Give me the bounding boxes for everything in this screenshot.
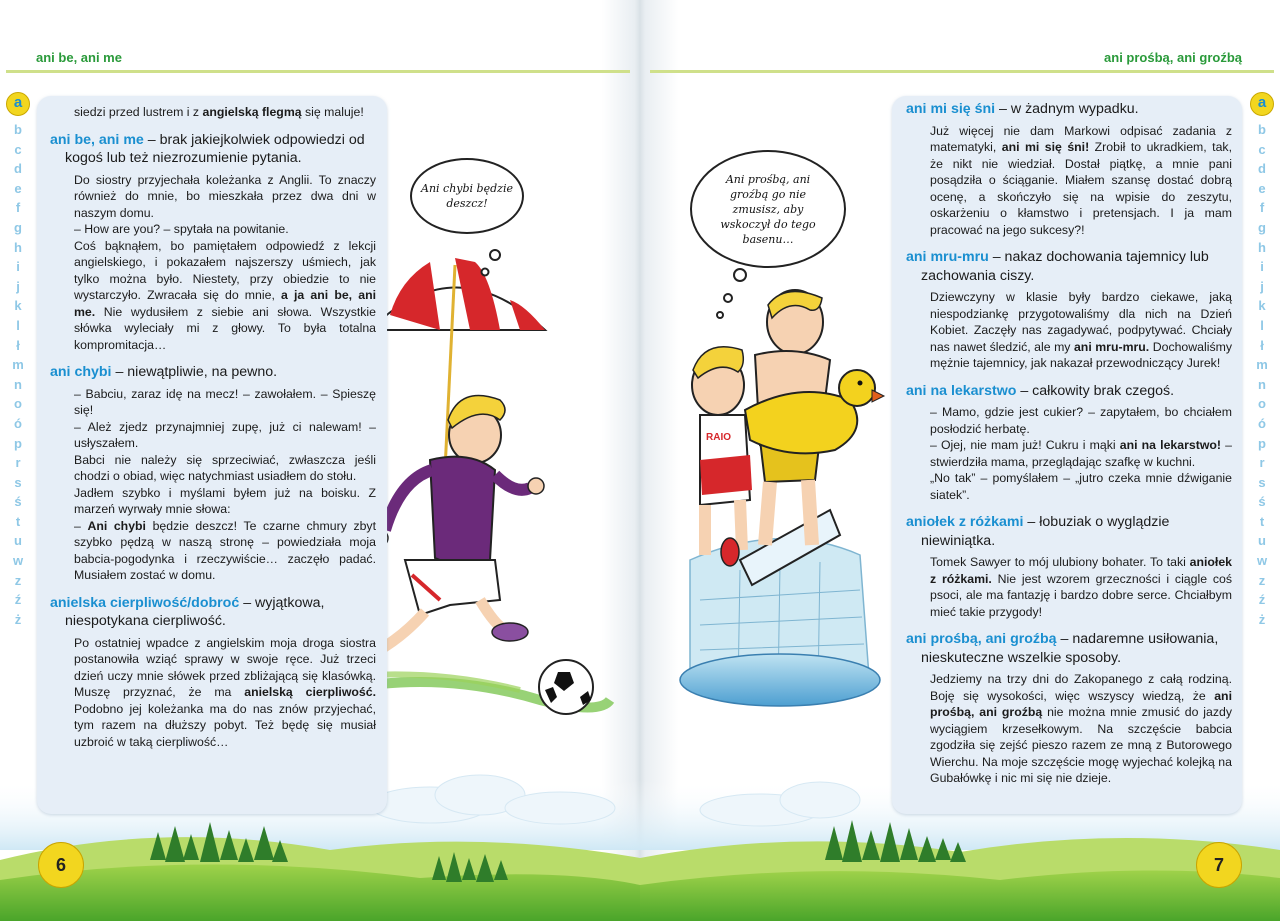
- entry-definition: ani prośbą, ani groźbą – nadaremne usiłowania, nieskuteczne wszelkie sposoby.: [906, 631, 1219, 666]
- entry-term: aniołek z różkami: [906, 514, 1024, 530]
- alphabet-letter: o: [14, 396, 22, 412]
- entry-term: ani prośbą, ani groźbą: [906, 631, 1057, 647]
- alphabet-letter: z: [14, 572, 22, 588]
- alphabet-index-right: [1250, 92, 1274, 629]
- alphabet-letter: g: [1258, 219, 1266, 235]
- alphabet-letter: r: [15, 455, 21, 471]
- page-number-right: 7: [1196, 842, 1242, 888]
- entry-definition: ani be, ani me – brak jakiejkolwiek odpowiedzi od kogoś lub też niezrozumienie pytania.: [50, 131, 365, 166]
- alphabet-letter: ż: [1258, 611, 1266, 627]
- alphabet-letter: k: [1258, 298, 1266, 314]
- alphabet-letter: h: [14, 239, 22, 255]
- thought-bubble-left: Ani chybi będzie deszcz!: [410, 158, 524, 234]
- entry-example: – Mamo, gdzie jest cukier? – zapytałem, bo chciałem posłodzić herbatę. – Ojej, nie mam już! Cukru i mąki ani na lekarstwo! – stwierdziła mama, przeglądając szafkę w kuchni. „No tak” – pomyślałem – „jutro czeka mnie dźwiganie siatek”.: [930, 405, 1232, 502]
- alphabet-letter: ł: [16, 337, 20, 353]
- alphabet-letter: b: [14, 122, 22, 137]
- entry-definition: ani na lekarstwo – całkowity brak czegoś.: [906, 382, 1175, 399]
- page-number-left: 6: [38, 842, 84, 888]
- alphabet-letter: ł: [1260, 337, 1264, 353]
- alphabet-letter: t: [1259, 513, 1265, 529]
- alphabet-letter: c: [1258, 141, 1266, 157]
- entry-term: ani na lekarstwo: [906, 382, 1017, 399]
- alphabet-letter: d: [14, 161, 22, 177]
- entry-example: Jedziemy na trzy dni do Zakopanego z całą rodziną. Boję się wysokości, więc wszyscy wiedzą, że ani prośbą, ani groźbą nie można mnie zmusić do jazdy wyciągiem krzesełkowym. Na szczęście babcia zgodziła się zejść pieszo razem ze mną z Butorowego Wierchu. Na moje szczęście mogę wyjechać kolejką na Gubałówkę i nic mi się nie dzieje.: [930, 672, 1232, 785]
- entry-term: ani mru-mru: [906, 249, 989, 265]
- alphabet-letter: s: [1258, 474, 1266, 490]
- alphabet-letter: ś: [1258, 494, 1266, 510]
- alphabet-letter: n: [1258, 376, 1266, 392]
- running-head-left: ani be, ani me: [36, 50, 122, 65]
- alphabet-letter: o: [1258, 396, 1266, 412]
- alphabet-letter: n: [14, 376, 22, 392]
- entry-example: Tomek Sawyer to mój ulubiony bohater. To taki aniołek z różkami. Nie jest wzorem grzeczności i ciągle coś psoci, ale ma fantazję i bardzo dobre serce. Chciałbym mieć takie przygody!: [930, 555, 1232, 619]
- entry-definition: aniołek z różkami – łobuziak o wyglądzie niewiniątka.: [906, 514, 1170, 549]
- alphabet-letter: p: [14, 435, 22, 451]
- header-rule-left: [6, 70, 630, 73]
- alphabet-letter: m: [12, 357, 24, 373]
- alphabet-letter: w: [1256, 553, 1268, 569]
- entry-example: Dziewczyny w klasie były bardzo ciekawe, jaką niespodziankę przygotowaliśmy dla nich na Dzień Kobiet. Zaczęły nas zagadywać, podpytywać. Chciały nas nawet śledzić, ale my ani mru-mru. Dochowaliśmy mężnie tajemnicy, jak nakazał przewodniczący Jurek!: [930, 290, 1232, 370]
- alphabet-letter: ś: [14, 494, 22, 510]
- alphabet-letter: f: [1259, 200, 1265, 216]
- header-rule-right: [650, 70, 1274, 73]
- alphabet-letter: k: [14, 298, 22, 314]
- alphabet-letter: p: [1258, 435, 1266, 451]
- entry-example: Po ostatniej wpadce z angielskim moja droga siostra postanowiła wziąć sprawy w swoje ręce. Już trzeci dzień uczy mnie słówek przed zbliżającą się klasówką. Muszę przyznać, że ma anielską cierpliwość. Podobno jej koleżanka ma do nas znów przyjechać, tym razem na dłuższy pobyt. Też będę się musiał uzbroić w taką cierpliwość…: [74, 635, 376, 749]
- alphabet-letter: r: [1259, 455, 1265, 471]
- current-letter-badge: a: [6, 92, 30, 116]
- entry-example: Do siostry przyjechała koleżanka z Anglii. To znaczy również do mnie, bo mieszkała przez dwa dni w naszym domu. – How are you? – spytała na powitanie. Coś bąknąłem, bo pamiętałem odpowiedź z lekcji angielskiego, i pokazałem najszerszy uśmiech, jak tylko można było. Niestety, przy obiedzie to nie wystarczyło. Zwracała się do mnie, a ja ani be, ani me. Nie wydusiłem z siebie ani słowa. Wszystkie słówka wyleciały mi z głowy. To była totalna kompromitacja…: [74, 172, 376, 352]
- running-head-right: ani prośbą, ani groźbą: [1104, 50, 1242, 65]
- alphabet-index-left: [6, 92, 30, 629]
- entry-example: – Babciu, zaraz idę na mecz! – zawołałem. – Spieszę się! – Ależ zjedz przynajmniej zupę, już ci nalewam! – usłyszałem. Babci nie należy się sprzeciwiać, zwłaszcza jeśli chodzi o obiad, więc natychmiast usiadłem do stołu. Jadłem szybko i myślami byłem już na boisku. Z marzeń wyrwały mnie słowa: – Ani chybi będzie deszcz! Te czarne chmury zbyt szybko pędzą w naszą stronę – powiedziała moja babcia-pogodynka i rzeczywiście… zaczęło padać. Musiałem zostać w domu.: [74, 386, 376, 582]
- entry-definition: ani mru-mru – nakaz dochowania tajemnicy lub zachowania ciszy.: [906, 249, 1209, 284]
- alphabet-letter: t: [15, 513, 21, 529]
- alphabet-letter: i: [1260, 259, 1264, 275]
- entry-term: ani be, ani me: [50, 131, 144, 148]
- alphabet-letter: ó: [14, 415, 22, 431]
- alphabet-letter: e: [1258, 180, 1266, 196]
- thought-bubble-right: Ani prośbą, ani groźbą go nie zmusisz, aby wskoczył do tego basenu…: [690, 150, 846, 268]
- alphabet-letter: ó: [1258, 415, 1266, 431]
- alphabet-letter: i: [16, 259, 20, 275]
- entry-example: Już więcej nie dam Markowi odpisać zadania z matematyki, ani mi się śni! Zrobił to ukradkiem, tak, że nikt nie wiedział. Dostał piątkę, a mnie pani posądziła o ściąganie. Miałem szansę dostać dobrą ocenę, a skończyło się na wpisie do zeszytu, oskarżeniu o kłamstwo i pretensjach. I ja mam pracować na jego sukcesy?!: [930, 123, 1232, 237]
- alphabet-letter: l: [1260, 317, 1264, 333]
- alphabet-letter: d: [1258, 161, 1266, 177]
- alphabet-letter: f: [15, 200, 21, 216]
- swimsuit-label: RAIO: [706, 432, 731, 443]
- alphabet-letter: j: [16, 278, 20, 294]
- alphabet-letter: c: [14, 141, 22, 157]
- alphabet-letter: ż: [14, 611, 22, 627]
- entry-term: anielska cierpliwość/dobroć: [50, 594, 240, 611]
- entries-left: [50, 98, 376, 754]
- alphabet-letter: u: [1258, 533, 1266, 549]
- entry-definition: ani chybi – niewątpliwie, na pewno.: [50, 364, 278, 380]
- alphabet-letter: u: [14, 533, 22, 549]
- alphabet-letter: b: [1258, 122, 1266, 137]
- alphabet-letter: m: [1256, 357, 1268, 373]
- entry-term: ani mi się śni: [906, 101, 996, 117]
- alphabet-letter: w: [12, 553, 24, 569]
- alphabet-letter: g: [14, 219, 22, 235]
- entry-term: ani chybi: [50, 364, 112, 380]
- alphabet-letter: l: [16, 317, 20, 333]
- alphabet-letter: h: [1258, 239, 1266, 255]
- entries-right: [906, 98, 1232, 791]
- entry-definition: ani mi się śni – w żadnym wypadku.: [906, 101, 1139, 117]
- alphabet-letter: ź: [14, 592, 22, 608]
- diving-board-illustration: [680, 269, 884, 706]
- alphabet-letter: j: [1260, 278, 1264, 294]
- current-letter-badge: a: [1250, 92, 1274, 116]
- alphabet-letter: e: [14, 180, 22, 196]
- intro-text: siedzi przed lustrem i z angielską flegmą się maluje!: [74, 105, 364, 119]
- alphabet-letter: z: [1258, 572, 1266, 588]
- alphabet-letter: ź: [1258, 592, 1266, 608]
- alphabet-letter: s: [14, 474, 22, 490]
- entry-definition: anielska cierpliwość/dobroć – wyjątkowa, niespotykana cierpliwość.: [50, 594, 325, 629]
